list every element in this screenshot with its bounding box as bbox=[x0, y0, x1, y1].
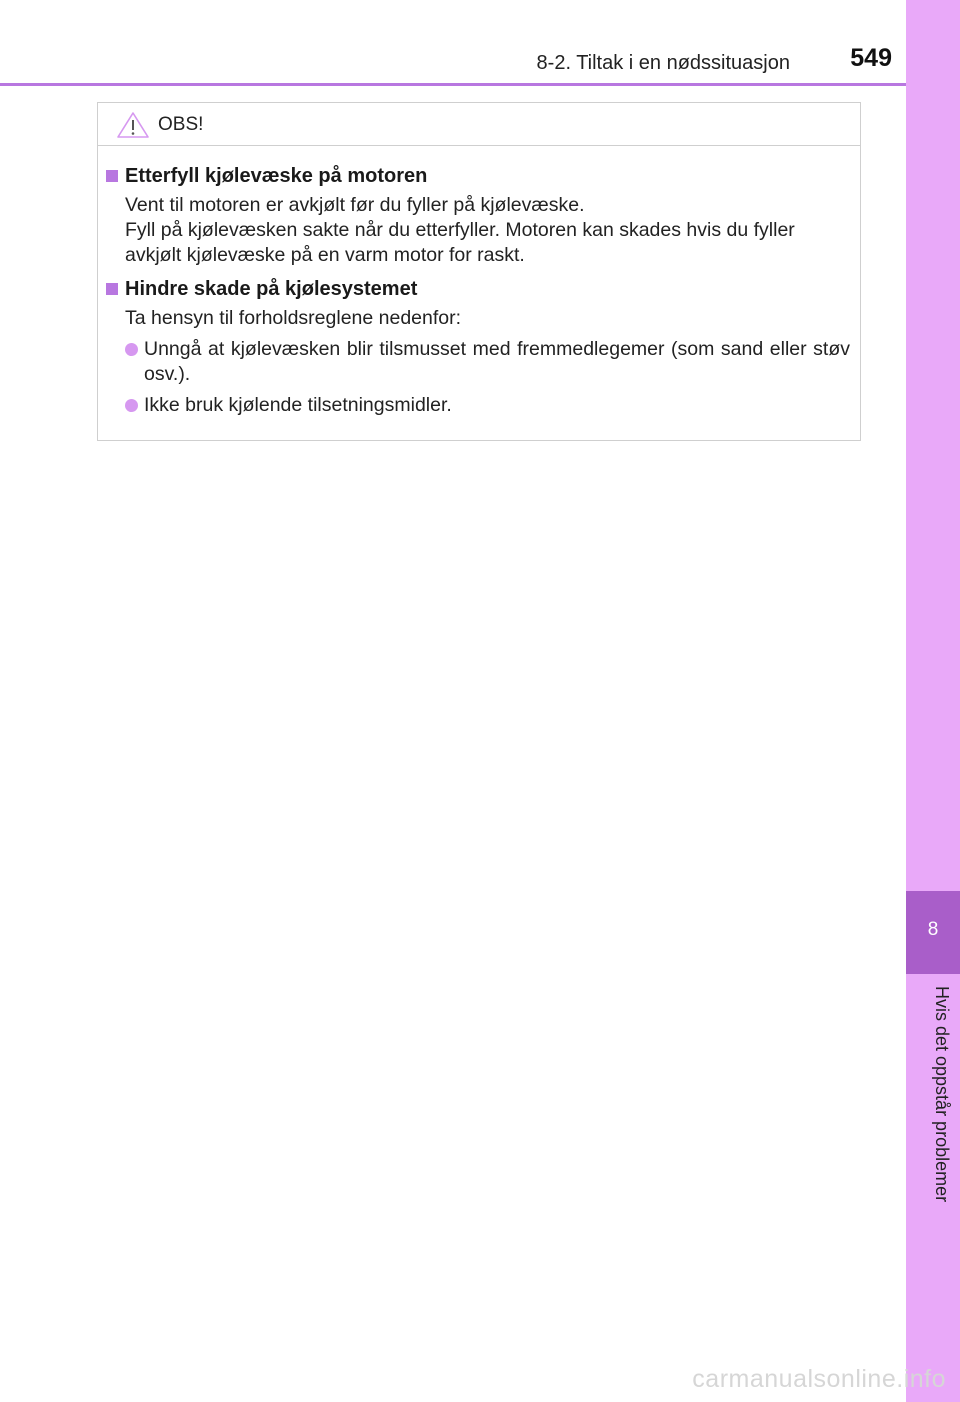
chapter-title: Hvis det oppstår problemer bbox=[932, 986, 952, 1203]
list-item-text: Unngå at kjølevæsken blir tilsmusset med fremmedlegemer (som sand eller støv osv.). bbox=[144, 338, 850, 385]
section-heading-coolant-refill bbox=[106, 163, 850, 189]
paragraph: Fyll på kjølevæsken sakte når du etterfyller. Motoren kan skades hvis du fyller avkjølt kjølevæske på en varm motor for raskt. bbox=[125, 219, 795, 266]
square-bullet-icon bbox=[106, 170, 118, 182]
caution-body bbox=[98, 146, 860, 418]
list-item-text: Ikke bruk kjølende tilsetningsmidler. bbox=[144, 394, 452, 416]
round-bullet-icon bbox=[125, 343, 138, 356]
paragraph: Ta hensyn til forholdsreglene nedenfor: bbox=[125, 307, 462, 329]
list-item bbox=[106, 337, 850, 387]
paragraph: Vent til motoren er avkjølt før du fyller på kjølevæske. bbox=[125, 194, 585, 216]
chapter-number: 8 bbox=[927, 919, 939, 940]
caution-header bbox=[98, 103, 860, 146]
page-header bbox=[0, 0, 906, 84]
caution-box bbox=[97, 102, 861, 441]
caution-title: OBS! bbox=[158, 114, 204, 135]
list-item bbox=[106, 393, 850, 418]
section-heading-text: Etterfyll kjølevæske på motoren bbox=[125, 165, 428, 187]
header-section-title: 8-2. Tiltak i en nødssituasjon bbox=[536, 52, 790, 74]
page-number: 549 bbox=[850, 44, 892, 72]
section-heading-cooling-system bbox=[106, 276, 850, 302]
section-heading-text: Hindre skade på kjølesystemet bbox=[125, 278, 418, 300]
round-bullet-icon bbox=[125, 399, 138, 412]
square-bullet-icon bbox=[106, 283, 118, 295]
header-rule bbox=[0, 83, 906, 86]
warning-triangle-icon bbox=[116, 111, 150, 139]
chapter-tab-active[interactable] bbox=[906, 891, 960, 974]
watermark: carmanualsonline.info bbox=[692, 1365, 946, 1393]
